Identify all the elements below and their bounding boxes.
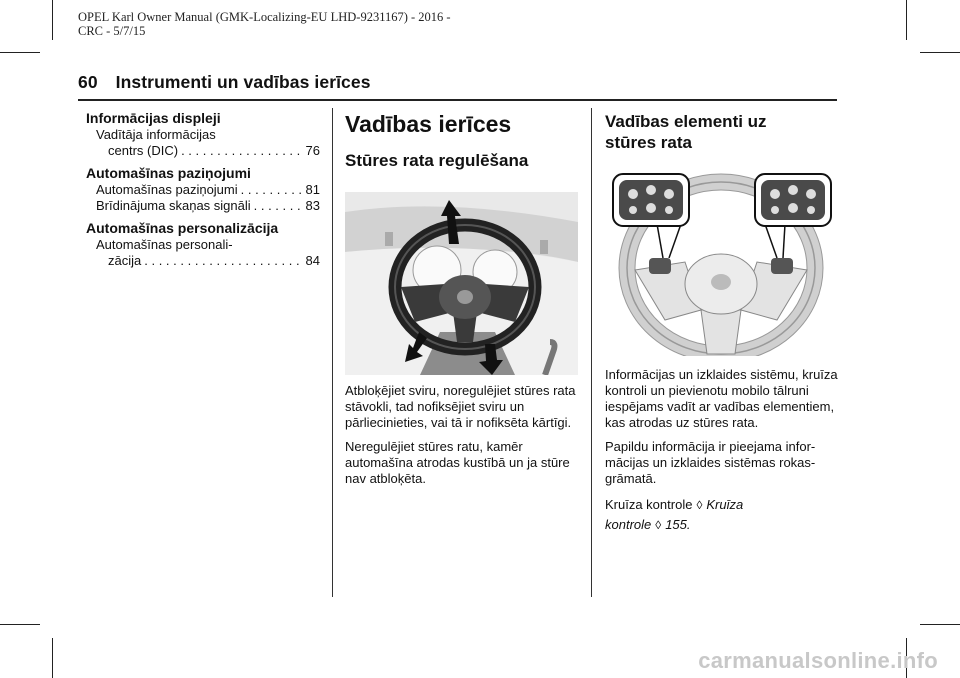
section-title: Vadības ierīces xyxy=(345,111,512,137)
toc-entry-text: Automašīnas paziņojumi xyxy=(96,182,238,197)
manual-header xyxy=(78,10,451,38)
crop-mark xyxy=(920,52,960,53)
toc-entry[interactable] xyxy=(86,198,320,214)
toc-leader xyxy=(181,143,302,159)
toc-entry[interactable] xyxy=(86,237,320,253)
paragraph: Neregulējiet stūres ratu, kamēr automašīna atrodas kustībā un ja stūre nav atbloķēta. xyxy=(345,439,570,486)
toc-entry-page: 76 xyxy=(305,143,320,158)
watermark: carmanualsonline.info xyxy=(698,648,938,673)
toc-entry-page: 81 xyxy=(305,182,320,197)
steering-adjust-illustration xyxy=(345,192,578,375)
manual-header-line2: CRC - 5/7/15 xyxy=(78,24,146,38)
toc-entry[interactable] xyxy=(86,143,320,159)
page-number: 60 xyxy=(78,72,98,92)
toc-entry-text: Brīdinājuma skaņas signāli xyxy=(96,198,251,213)
middle-body-text xyxy=(345,383,583,495)
paragraph: Atbloķējiet sviru, noregulējiet stūres rata stāvokli, tad nofiksējiet sviru un pārliecinieties, vai tā ir nofiksēta kārtīgi. xyxy=(345,383,576,430)
steering-wheel-controls-illustration xyxy=(605,170,838,356)
toc-entry-text: Automašīnas personali- xyxy=(96,237,233,252)
xref-lead: Kruīza kontrole xyxy=(605,497,693,512)
section-title-line: stūres rata xyxy=(605,133,692,152)
toc-entry-page: 83 xyxy=(305,198,320,213)
xref-page[interactable]: 155. xyxy=(665,517,691,532)
cross-reference[interactable] xyxy=(605,495,841,535)
table-of-contents xyxy=(86,110,320,275)
toc-entry-text: Vadītāja informācijas xyxy=(96,127,216,142)
column-separator xyxy=(591,108,592,597)
column-separator xyxy=(332,108,333,597)
crop-mark xyxy=(0,52,40,53)
toc-entry-page: 84 xyxy=(305,253,320,268)
toc-entry[interactable] xyxy=(86,182,320,198)
crop-mark xyxy=(52,0,53,40)
toc-section xyxy=(86,110,320,159)
paragraph: Informācijas un izklaides sistēmu, kruīza kontroli un pievienotu mobilo tālruni iespējams vadīt ar vadības elementiem, kas atrodas uz stūres rata. xyxy=(605,367,838,430)
crop-mark xyxy=(920,624,960,625)
right-body-text xyxy=(605,367,841,543)
toc-section xyxy=(86,220,320,269)
title-rule xyxy=(78,99,837,101)
xref-arrow-icon: ◊ xyxy=(655,518,662,532)
xref-title[interactable]: kontrole xyxy=(605,517,652,532)
chapter-title: Instrumenti un vadības ierīces xyxy=(115,72,371,92)
toc-heading: Informācijas displeji xyxy=(86,110,221,126)
crop-mark xyxy=(52,638,53,678)
toc-heading: Automašīnas personalizācija xyxy=(86,220,279,236)
toc-leader xyxy=(144,253,302,269)
toc-leader xyxy=(241,182,303,198)
toc-heading: Automašīnas paziņojumi xyxy=(86,165,251,181)
toc-entry-text: centrs (DIC) xyxy=(108,143,179,158)
toc-section xyxy=(86,165,320,214)
xref-arrow-icon: ◊ xyxy=(696,498,703,512)
toc-entry[interactable] xyxy=(86,127,320,143)
toc-entry[interactable] xyxy=(86,253,320,269)
paragraph: Papildu informācija ir pieejama infor-mācijas un izklaides sistēmas rokas-grāmatā. xyxy=(605,439,816,486)
xref-title[interactable]: Kruīza xyxy=(706,497,744,512)
page-title xyxy=(78,72,371,93)
crop-mark xyxy=(906,0,907,40)
section-title-line: Vadības elementi uz xyxy=(605,112,767,131)
toc-entry-text: zācija xyxy=(108,253,142,268)
manual-header-line1: OPEL Karl Owner Manual (GMK-Localizing-EU LHD-9231167) - 2016 - xyxy=(78,10,451,24)
crop-mark xyxy=(0,624,40,625)
section-title xyxy=(605,111,767,153)
toc-leader xyxy=(254,198,303,214)
subsection-title: Stūres rata regulēšana xyxy=(345,151,529,170)
